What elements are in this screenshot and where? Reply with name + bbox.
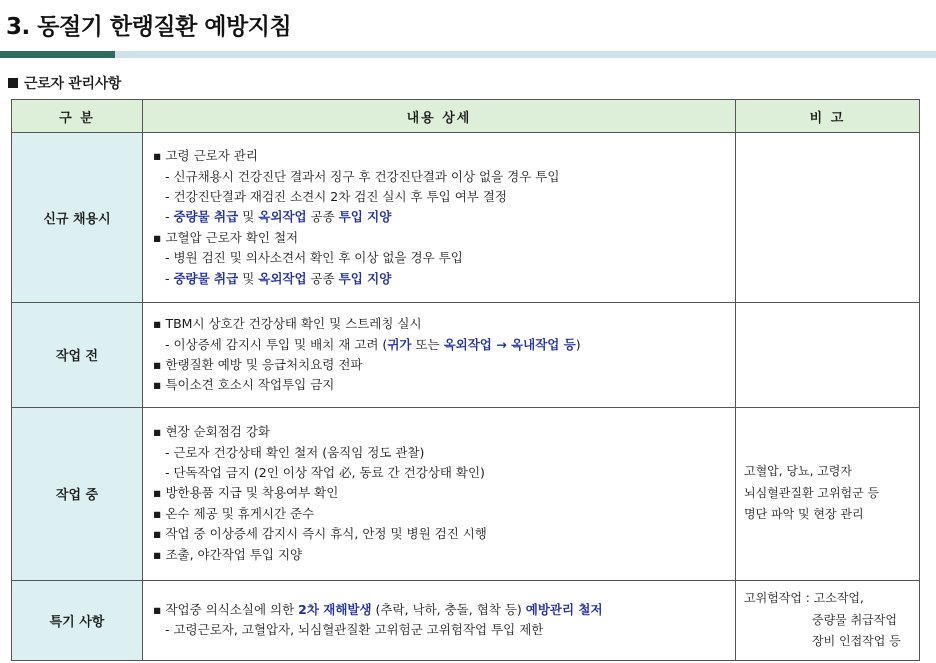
note-line: 고혈압, 당뇨, 고령자 <box>744 464 852 479</box>
section-heading <box>8 73 121 93</box>
note-line: 명단 파악 및 현장 관리 <box>744 507 864 522</box>
note-line: 장비 인접작업 등 <box>812 634 901 649</box>
sub-item: - 고령근로자, 고혈압자, 뇌심혈관질환 고위험군 고위험작업 투입 제한 <box>165 622 544 638</box>
note-line: 뇌심혈관질환 고위험군 등 <box>744 485 880 500</box>
bullet-item: ▪ 고혈압 근로자 확인 철저 <box>153 229 299 245</box>
bullet-item: ▪ 특이소견 호소시 작업투입 금지 <box>153 377 335 393</box>
row-category: 작업 중 <box>12 407 143 580</box>
title-underline <box>0 51 936 58</box>
bullet-item: ▪ 온수 제공 및 휴게시간 준수 <box>153 505 315 521</box>
row-category: 작업 전 <box>12 303 143 407</box>
bullet-item: ▪ 작업중 의식소실에 의한 2차 재해발생 (추락, 낙하, 충돌, 협착 등) 예방관리 철저 <box>153 602 603 617</box>
sub-item: - 단독작업 금지 (2인 이상 작업 必, 동료 간 건강상태 확인) <box>165 465 485 481</box>
bullet-item: ▪ 한랭질환 예방 및 응급처치요령 전파 <box>153 356 363 372</box>
section-title: 근로자 관리사항 <box>24 76 122 92</box>
row-note <box>736 407 920 580</box>
table-row <box>12 580 920 660</box>
bullet-item: ▪ 방한용품 지급 및 착용여부 확인 <box>153 485 339 501</box>
header-content: 내용 상세 <box>143 100 736 133</box>
bullet-item: ▪ 작업 중 이상증세 감지시 즉시 휴식, 안정 및 병원 검진 시행 <box>153 526 487 542</box>
bullet-item: ▪ 현장 순회점검 강화 <box>153 424 271 440</box>
bullet-item: ▪ TBM시 상호간 건강상태 확인 및 스트레칭 실시 <box>153 316 422 332</box>
title-underline-accent <box>0 51 115 58</box>
sub-item: - 근로자 건강상태 확인 철저 (움직임 정도 관찰) <box>165 444 425 460</box>
sub-item: - 신규채용시 건강진단 결과서 징구 후 건강진단결과 이상 없을 경우 투입 <box>165 168 560 184</box>
note-line: 중량물 취급작업 <box>812 612 897 627</box>
page-title: 3. 동절기 한랭질환 예방지침 <box>6 14 292 40</box>
row-note <box>736 580 920 660</box>
bullet-item: ▪ 조출, 야간작업 투입 지양 <box>153 546 303 562</box>
row-category: 특기 사항 <box>12 580 143 660</box>
sub-item: - 중량물 취급 및 옥외작업 공종 투입 지양 <box>165 209 392 225</box>
table-row <box>12 407 920 580</box>
table-row <box>12 303 920 407</box>
row-content <box>143 407 736 580</box>
table-header-row <box>12 100 920 133</box>
row-note <box>736 133 920 303</box>
bullet-item: ▪ 고령 근로자 관리 <box>153 148 258 164</box>
sub-item: - 이상증세 감지시 투입 및 배치 재 고려 (귀가 또는 옥외작업 → 옥내작업 등) <box>165 336 581 352</box>
note-line: 고위험작업 : 고소작업, <box>744 591 864 606</box>
worker-management-table <box>11 99 920 661</box>
row-category: 신규 채용시 <box>12 133 143 303</box>
row-note <box>736 303 920 407</box>
header-note: 비 고 <box>736 100 920 133</box>
table-row <box>12 133 920 303</box>
square-bullet-icon <box>8 78 18 88</box>
header-category: 구 분 <box>12 100 143 133</box>
sub-item: - 건강진단결과 재검진 소견시 2차 검진 실시 후 투입 여부 결정 <box>165 189 507 205</box>
row-content <box>143 303 736 407</box>
sub-item: - 병원 검진 및 의사소견서 확인 후 이상 없을 경우 투입 <box>165 250 463 266</box>
row-content <box>143 133 736 303</box>
row-content <box>143 580 736 660</box>
sub-item: - 중량물 취급 및 옥외작업 공종 투입 지양 <box>165 270 392 286</box>
